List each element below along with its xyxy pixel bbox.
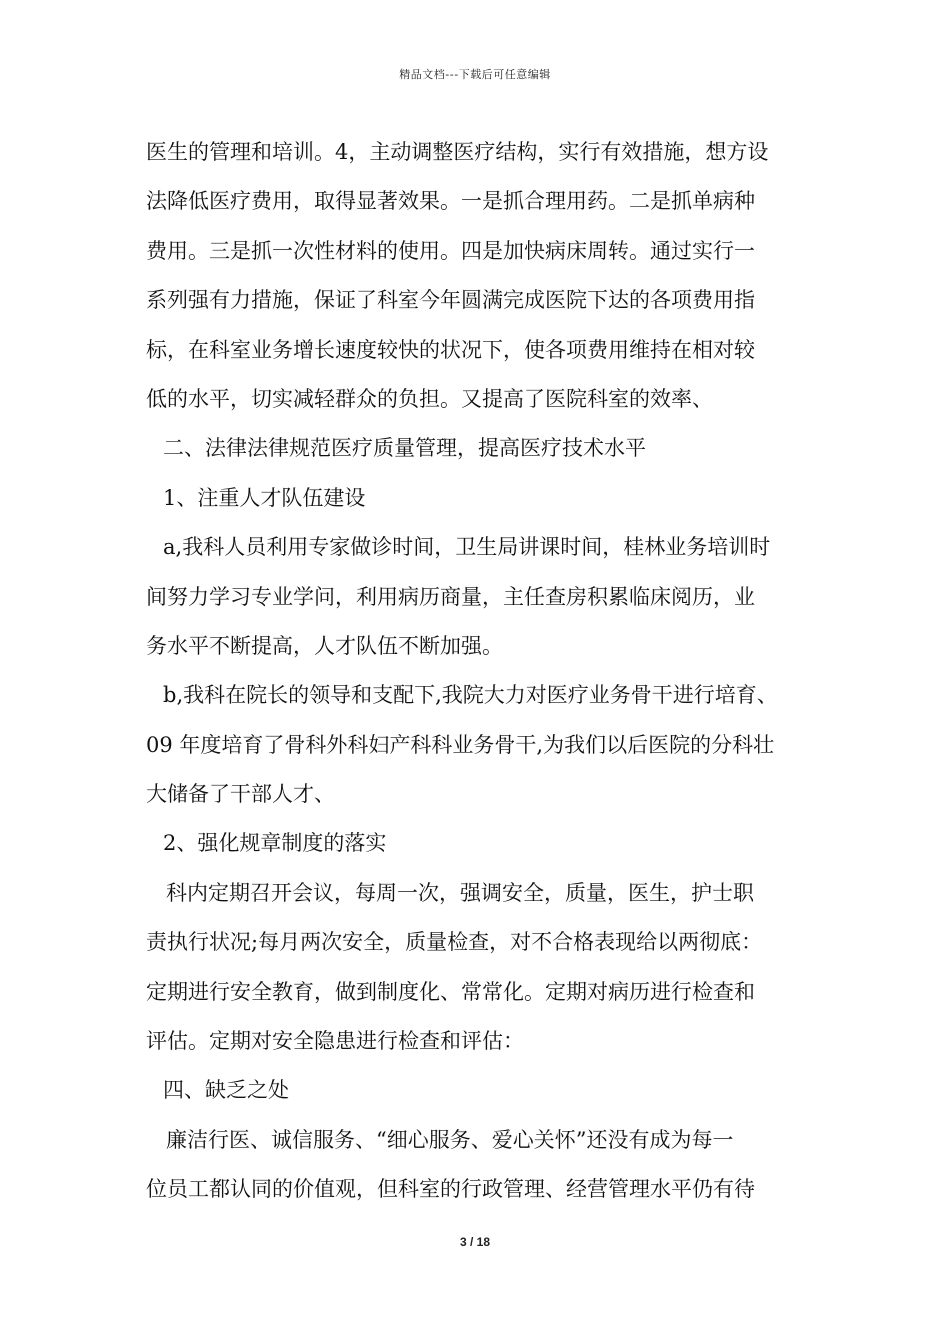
body-line-10: 间努力学习专业学问，利用病历商量，主任查房积累临床阅历，业 [146, 584, 755, 609]
subsection-heading-2: 2、强化规章制度的落实 [163, 831, 387, 856]
body-line-5: 标，在科室业务增长速度较快的状况下，使各项费用维持在相对较 [146, 337, 755, 362]
document-body [146, 128, 814, 1215]
body-line-16: 科内定期召开会议，每周一次，强调安全，质量，医生，护士职 [166, 880, 754, 905]
body-line-13: 09 年度培育了骨科外科妇产科科业务骨干,为我们以后医院的分科壮 [146, 732, 775, 757]
body-line-4: 系列强有力措施，保证了科室今年圆满完成医院下达的各项费用指 [146, 288, 755, 313]
section-heading-2: 二、法律法律规范医疗质量管理，提高医疗技术水平 [163, 436, 646, 461]
body-line-22: 位员工都认同的价值观，但科室的行政管理、经营管理水平仍有待 [146, 1177, 755, 1202]
body-line-18: 定期进行安全教育，做到制度化、常常化。定期对病历进行检查和 [146, 979, 755, 1004]
subsection-heading-1: 1、注重人才队伍建设 [163, 485, 366, 510]
section-heading-4: 四、缺乏之处 [163, 1078, 289, 1103]
page-header: 精品文档---下载后可任意编辑 [399, 68, 551, 81]
body-line-item-b: b,我科在院长的领导和支配下,我院大力对医疗业务骨干进行培育、 [163, 683, 778, 708]
body-line-21: 廉洁行医、诚信服务、“细心服务、爱心关怀”还没有成为每一 [166, 1127, 734, 1152]
body-line-2: 法降低医疗费用，取得显著效果。一是抓合理用药。二是抓单病种 [146, 189, 755, 214]
body-line-11: 务水平不断提高，人才队伍不断加强。 [146, 633, 503, 658]
body-line-19: 评估。定期对安全隐患进行检查和评估： [146, 1029, 524, 1054]
body-line-6: 低的水平，切实减轻群众的负担。又提高了医院科室的效率、 [146, 386, 713, 411]
body-line-3: 费用。三是抓一次性材料的使用。四是加快病床周转。通过实行一 [146, 238, 755, 263]
body-line-item-a: a,我科人员利用专家做诊时间，卫生局讲课时间，桂林业务培训时 [163, 535, 771, 560]
page-number: 3 / 18 [459, 1235, 491, 1249]
body-line-1: 医生的管理和培训。4，主动调整医疗结构，实行有效措施，想方设 [146, 140, 769, 164]
body-line-17: 责执行状况;每月两次安全，质量检查，对不合格表现给以两彻底： [146, 930, 763, 955]
body-line-14: 大储备了干部人才、 [146, 782, 335, 807]
